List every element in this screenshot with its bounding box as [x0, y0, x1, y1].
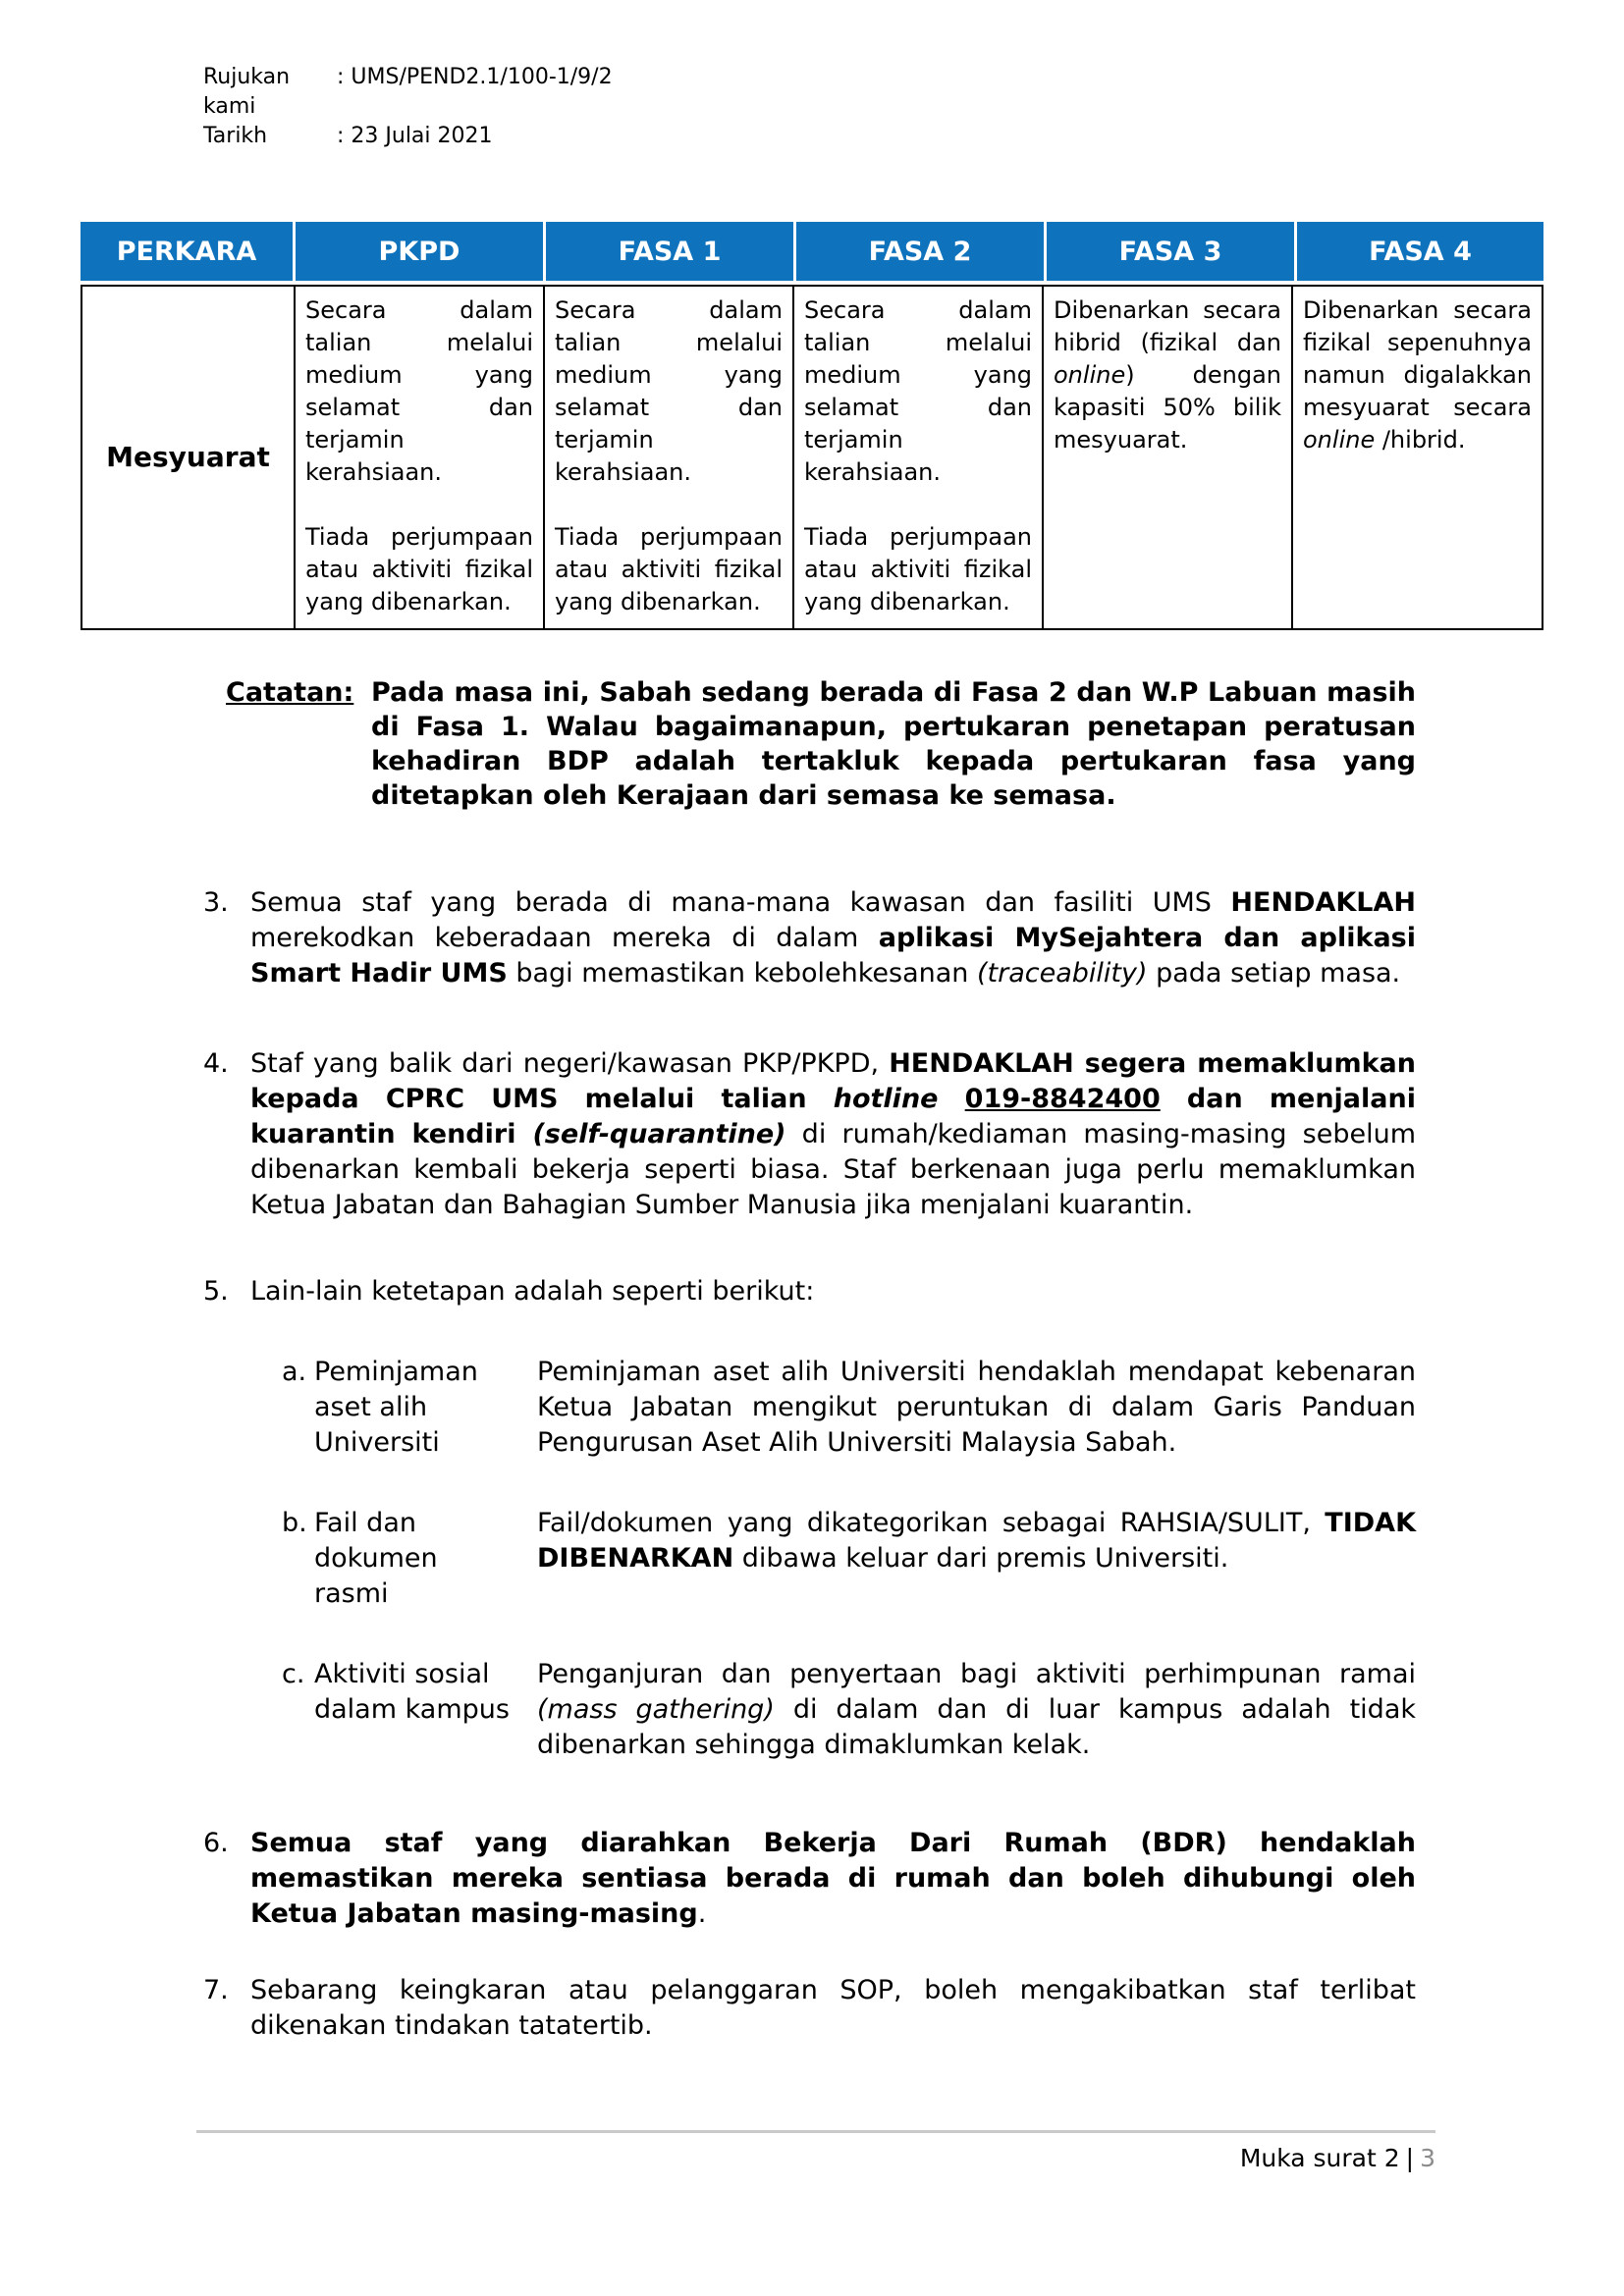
footer-divider — [196, 2130, 1435, 2133]
footer-page-number: 3 — [1420, 2144, 1435, 2172]
table-row-label-mesyuarat: Mesyuarat — [82, 287, 296, 628]
item-text — [250, 1046, 1416, 1223]
sub-item-description — [537, 1506, 1416, 1612]
table-header-cell-fasa1: FASA 1 — [546, 222, 793, 281]
cell-paragraph: Tiada perjumpaan atau aktiviti fizikal yang dibenarkan. — [305, 523, 533, 615]
numbered-item-4 — [203, 1046, 1416, 1223]
item-number: 5. — [203, 1276, 229, 1307]
sub-item-label: Peminjaman aset alih Universiti — [314, 1357, 478, 1458]
sub-item-text-run: Fail/dokumen yang dikategorikan sebagai RAHSIA/SULIT, — [537, 1508, 1326, 1538]
item-text-run: Staf yang balik dari negeri/kawasan PKP/PKPD, — [250, 1048, 890, 1079]
table-cell-fasa2 — [794, 287, 1044, 628]
item-text-italic: (traceability) — [977, 958, 1148, 988]
table-body-row — [81, 285, 1543, 630]
cell-text-italic: online — [1054, 361, 1126, 389]
table-cell-fasa3 — [1044, 287, 1293, 628]
table-cell-fasa4 — [1293, 287, 1542, 628]
item-number: 6. — [203, 1828, 229, 1858]
cell-text: Dibenarkan secara hibrid (fizikal dan — [1054, 296, 1281, 356]
table-cell-pkpd — [296, 287, 545, 628]
numbered-item-7 — [203, 1973, 1416, 2044]
item-text-bold: dan menjalani kuarantin kendiri — [250, 1084, 1416, 1149]
date-row — [203, 122, 1624, 151]
cell-paragraph: Secara dalam talian melalui medium yang selamat dan terjamin kerahsiaan. — [804, 296, 1032, 486]
date-label: Tarikh — [203, 124, 268, 148]
cell-text-italic: online — [1303, 426, 1376, 454]
document-body — [0, 675, 1624, 2044]
note-catatan — [226, 675, 1416, 813]
cell-paragraph: Tiada perjumpaan atau aktiviti fizikal yang dibenarkan. — [804, 523, 1032, 615]
sub-item-c — [282, 1657, 1416, 1763]
item-text-run: bagi memastikan kebolehkesanan — [507, 958, 978, 988]
sub-item-text-bold: TIDAK DIBENARKAN — [537, 1508, 1416, 1574]
reference-value: : UMS/PEND2.1/100-1/9/2 — [337, 65, 613, 89]
table-header-row — [81, 222, 1543, 281]
sub-item-description — [537, 1657, 1416, 1763]
cell-paragraph: Secara dalam talian melalui medium yang selamat dan terjamin kerahsiaan. — [555, 296, 783, 486]
table-header-cell-fasa4: FASA 4 — [1297, 222, 1543, 281]
item-text-run: pada setiap masa. — [1147, 958, 1401, 988]
sub-item-description — [537, 1355, 1416, 1461]
item-text-run: merekodkan keberadaan mereka di dalam — [250, 923, 879, 953]
sub-item-letter: b. — [282, 1508, 307, 1538]
footer-page-label: Muka surat 2 — [1239, 2144, 1400, 2172]
item-text-run: Semua staf yang berada di mana-mana kawasan dan fasiliti UMS — [250, 887, 1231, 918]
item-text-bold-italic: (self-quarantine) — [532, 1119, 786, 1149]
numbered-item-5 — [203, 1274, 1416, 1309]
sub-item-text-run: dibawa keluar dari premis Universiti. — [733, 1543, 1229, 1574]
numbered-item-6 — [203, 1826, 1416, 1932]
cell-paragraph: Tiada perjumpaan atau aktiviti fizikal yang dibenarkan. — [555, 523, 783, 615]
item-number: 3. — [203, 887, 229, 918]
sub-item-text-run: Peminjaman aset alih Universiti hendaklah mendapat kebenaran Ketua Jabatan mengikut peruntukan di dalam Garis Panduan Pengurusan Aset Alih Universiti Malaysia Sabah. — [537, 1357, 1416, 1458]
sub-item-label: Fail dan dokumen rasmi — [314, 1508, 438, 1609]
item-text — [250, 1826, 1416, 1932]
sub-item-text-run: di dalam dan di luar kampus adalah tidak dibenarkan sehingga dimaklumkan kelak. — [537, 1694, 1416, 1760]
item-number: 7. — [203, 1975, 229, 2005]
sub-item-a — [282, 1355, 1416, 1461]
cell-text: Dibenarkan secara fizikal sepenuhnya namun digalakkan mesyuarat secara — [1303, 296, 1532, 421]
letterhead — [0, 0, 1624, 151]
page-footer — [196, 2144, 1435, 2172]
item-text-bold: HENDAKLAH — [1230, 887, 1416, 918]
date-value: : 23 Julai 2021 — [337, 124, 493, 148]
cell-text: /hibrid. — [1375, 426, 1466, 454]
cell-paragraph: Secara dalam talian melalui medium yang selamat dan terjamin kerahsiaan. — [305, 296, 533, 486]
item-text-run: . — [697, 1898, 707, 1929]
reference-number-row — [203, 63, 1624, 122]
cell-paragraph — [1303, 294, 1532, 456]
item-text — [250, 885, 1416, 991]
numbered-item-3 — [203, 885, 1416, 991]
item-text: Lain-lain ketetapan adalah seperti berikut: — [250, 1276, 815, 1307]
cell-paragraph — [1054, 294, 1281, 456]
item-text-bold: aplikasi MySejahtera dan aplikasi Smart Hadir UMS — [250, 923, 1416, 988]
hotline-number: 019-8842400 — [964, 1084, 1161, 1114]
table-header-cell-pkpd: PKPD — [296, 222, 543, 281]
sop-phase-table — [81, 222, 1543, 630]
sub-item-b — [282, 1506, 1416, 1612]
item-text-bold: Semua staf yang diarahkan Bekerja Dari Rumah (BDR) hendaklah memastikan mereka sentiasa berada di rumah dan boleh dihubungi oleh Ketua Jabatan masing-masing — [250, 1828, 1416, 1929]
item-text-run: di rumah/kediaman masing-masing sebelum dibenarkan kembali bekerja seperti biasa. Staf berkenaan juga perlu memaklumkan Ketua Jabatan dan Bahagian Sumber Manusia jika menjalani kuarantin. — [250, 1119, 1416, 1220]
item-text-bold: HENDAKLAH segera memaklumkan kepada CPRC UMS melalui talian — [250, 1048, 1416, 1114]
sub-item-text-italic: (mass gathering) — [537, 1694, 775, 1725]
item-text-bold-italic: hotline — [833, 1084, 939, 1114]
item-text: Sebarang keingkaran atau pelanggaran SOP, boleh mengakibatkan staf terlibat dikenakan tindakan tatatertib. — [250, 1975, 1416, 2041]
cell-text: ) dengan kapasiti 50% bilik mesyuarat. — [1054, 361, 1281, 454]
table-header-cell-perkara: PERKARA — [81, 222, 293, 281]
table-header-cell-fasa3: FASA 3 — [1047, 222, 1294, 281]
item-text-bold — [938, 1084, 964, 1114]
item-number: 4. — [203, 1048, 229, 1079]
table-cell-fasa1 — [545, 287, 794, 628]
sub-item-text-run: Penganjuran dan penyertaan bagi aktiviti perhimpunan ramai — [537, 1659, 1416, 1689]
note-label: Catatan: — [226, 677, 354, 708]
footer-separator: | — [1405, 2144, 1415, 2172]
reference-label: Rujukan kami — [203, 65, 291, 119]
table-header-cell-fasa2: FASA 2 — [796, 222, 1044, 281]
sub-item-letter: c. — [282, 1659, 305, 1689]
note-text: Pada masa ini, Sabah sedang berada di Fasa 2 dan W.P Labuan masih di Fasa 1. Walau bagaimanapun, pertukaran penetapan peratusan kehadiran BDP adalah tertakluk kepada pertukaran fasa yang ditetapkan oleh Kerajaan dari semasa ke semasa. — [371, 677, 1416, 811]
sub-item-label: Aktiviti sosial dalam kampus — [314, 1659, 510, 1725]
sub-item-letter: a. — [282, 1357, 307, 1387]
